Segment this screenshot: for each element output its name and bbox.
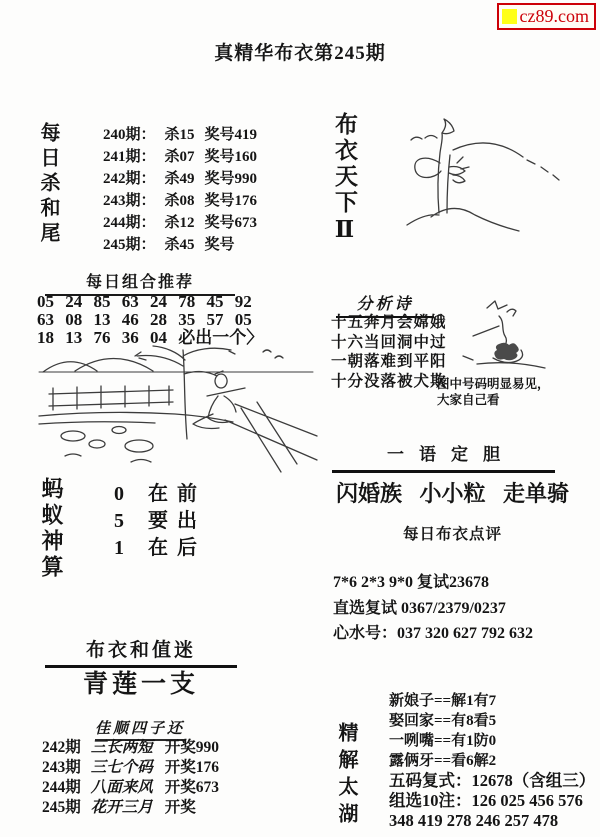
ant-row: 5 要出: [114, 510, 206, 532]
taihu-lines: [389, 691, 595, 831]
taihu-line: 348 419 278 246 257 478: [389, 811, 559, 830]
yellow-square-icon: [502, 9, 517, 24]
ant-row: 0 在前: [114, 483, 206, 505]
site-logo[interactable]: [497, 3, 596, 30]
dan-phrase: 闪婚族 小小粒 走单骑: [335, 481, 569, 506]
number-picks: [333, 570, 533, 647]
kill-row: 242期： 杀49 奖号990: [103, 171, 258, 187]
combo-row: 63 08 13 46 28 35 57 05: [37, 310, 252, 329]
sum-riddle-answer: 青莲一支: [82, 671, 199, 698]
pond-illustration: [35, 344, 320, 472]
tianxia-vertical-title: 布衣天下Ⅱ: [332, 112, 357, 246]
tree-hill-illustration: [395, 105, 600, 240]
four-word-row: 245期 花开三月 开奖: [42, 799, 196, 816]
ant-oracle-rows: [114, 481, 206, 562]
taihu-line: 一咧嘴==有1防0: [389, 733, 497, 749]
taihu-line: 娶回家==有8看5: [389, 713, 497, 729]
poem-section-title: 分析诗: [336, 291, 434, 318]
four-word-rows: [42, 739, 220, 816]
taihu-line: 新娘子==解1有7: [389, 693, 497, 709]
daily-kill-vertical-title: 每日杀和尾: [37, 122, 59, 247]
poem-line: 一朝落难到平阳: [331, 353, 447, 370]
combo-number-rows: [37, 293, 263, 347]
poem-line: 十分没落被犬欺: [331, 372, 447, 390]
sum-riddle-title: 布衣和值迷: [45, 635, 237, 668]
daily-kill-rows: [103, 124, 257, 256]
site-logo-text: cz89.com: [519, 6, 589, 26]
taihu-line: 露俩牙==看6解2: [389, 753, 497, 769]
four-word-section-title: 佳顺四子还: [95, 717, 185, 741]
ant-row: 1 在后: [114, 537, 206, 559]
taihu-line: 组选10注：126 025 456 576: [389, 791, 583, 810]
combo-section-title: 每日组合推荐: [45, 269, 235, 296]
picks-line: 直选复试 0367/2379/0237: [333, 599, 506, 617]
kill-row: 245期： 杀45 奖号: [103, 237, 235, 253]
kill-row: 240期： 杀15 奖号419: [103, 127, 258, 143]
page-title: 真精华布衣第245期: [214, 43, 386, 64]
dan-subtitle: 每日布衣点评: [402, 526, 502, 543]
poem-line: 十六当回洞中过: [331, 333, 447, 351]
poem-lines: [331, 313, 447, 391]
four-word-row: 244期 八面来风 开奖673: [42, 779, 220, 796]
picks-line: 7*6 2*3 9*0 复试23678: [333, 574, 490, 591]
combo-row: 05 24 85 63 24 78 45 92: [37, 292, 252, 311]
four-word-row: 243期 三七个码 开奖176: [42, 759, 220, 776]
bird-sketch-illustration: [455, 288, 570, 376]
four-word-row: 242期 三长两短 开奖990: [42, 739, 220, 756]
poem-line: 十五奔月会嫦娥: [331, 314, 447, 331]
picks-line: 心水号：037 320 627 792 632: [333, 625, 534, 642]
ant-oracle-vertical-title: 蚂蚁神算: [39, 477, 64, 581]
kill-row: 244期： 杀12 奖号673: [103, 215, 258, 231]
kill-row: 243期： 杀08 奖号176: [103, 193, 258, 209]
dan-section-title: 一语定胆: [332, 440, 555, 473]
taihu-line: 五码复式：12678（含组三）: [389, 771, 596, 790]
kill-row: 241期： 杀07 奖号160: [103, 149, 258, 165]
combo-row: 18 13 76 36 04 必出一个〉: [37, 328, 264, 347]
taihu-vertical-title: 精解太湖: [335, 722, 357, 830]
picture-caption: 图中号码明显易见， 大家自己看: [437, 377, 550, 407]
